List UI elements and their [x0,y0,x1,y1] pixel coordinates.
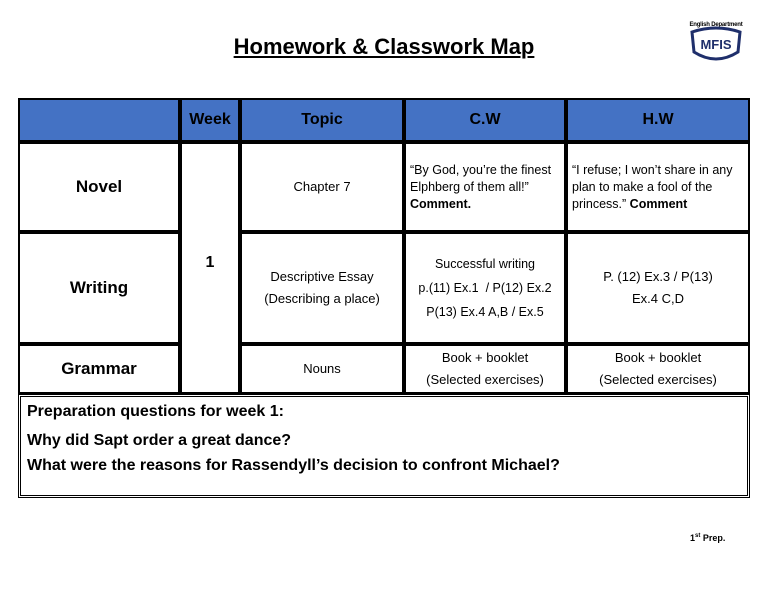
writing-hw [566,232,750,344]
writing-cw [404,232,566,344]
logo-text: MFIS [700,37,732,52]
preparation-question: Why did Sapt order a great dance? [27,432,292,449]
novel-cw-comment: Comment. [410,196,472,211]
grade-suffix: st [695,533,701,539]
page-title: Homework & Classwork Map [233,34,535,59]
header-cw: C.W [404,98,566,142]
novel-hw [566,142,750,232]
grade-text: Prep. [700,533,726,543]
writing-cw-line: Successful writing [434,257,536,271]
homework-table [18,98,750,498]
writing-topic-line: Descriptive Essay [270,269,374,284]
writing-hw-line: P. (12) Ex.3 / P(13) [603,269,713,284]
novel-cw [404,142,566,232]
row-label-novel: Novel [18,142,180,232]
novel-topic: Chapter 7 [240,142,404,232]
header-topic: Topic [240,98,404,142]
grammar-hw-line: Book + booklet [614,350,702,365]
header-hw: H.W [566,98,750,142]
preparation-box [18,394,750,498]
novel-hw-comment: Comment [629,196,688,211]
week-number: 1 [180,142,240,394]
grammar-cw-line: Book + booklet [441,350,529,365]
novel-hw-quote: “I refuse; I won’t share in any plan to make a fool of the princess.” [572,162,733,211]
grammar-hw [566,344,750,394]
header-blank-cell [18,98,180,142]
preparation-question: What were the reasons for Rassendyll’s decision to confront Michael? [27,457,560,474]
header-week: Week [180,98,240,142]
novel-cw-quote: “By God, you’re the finest Elphberg of them all!” [410,162,552,194]
writing-topic-line: (Describing a place) [264,291,380,306]
writing-topic [240,232,404,344]
grade-label [690,533,725,543]
grammar-cw-line: (Selected exercises) [426,372,544,387]
writing-hw-line: Ex.4 C,D [631,291,684,306]
school-logo-icon [688,22,744,66]
row-label-grammar: Grammar [18,344,180,394]
grade-number: 1 [690,533,696,543]
grammar-topic: Nouns [240,344,404,394]
preparation-heading: Preparation questions for week 1: [27,403,284,420]
logo-caption: English Department [689,22,743,28]
row-label-writing: Writing [18,232,180,344]
writing-cw-line: p.(11) Ex.1 / P(12) Ex.2 [418,281,552,295]
writing-cw-line: P(13) Ex.4 A,B / Ex.5 [426,305,544,319]
grammar-hw-line: (Selected exercises) [599,372,717,387]
grammar-cw [404,344,566,394]
